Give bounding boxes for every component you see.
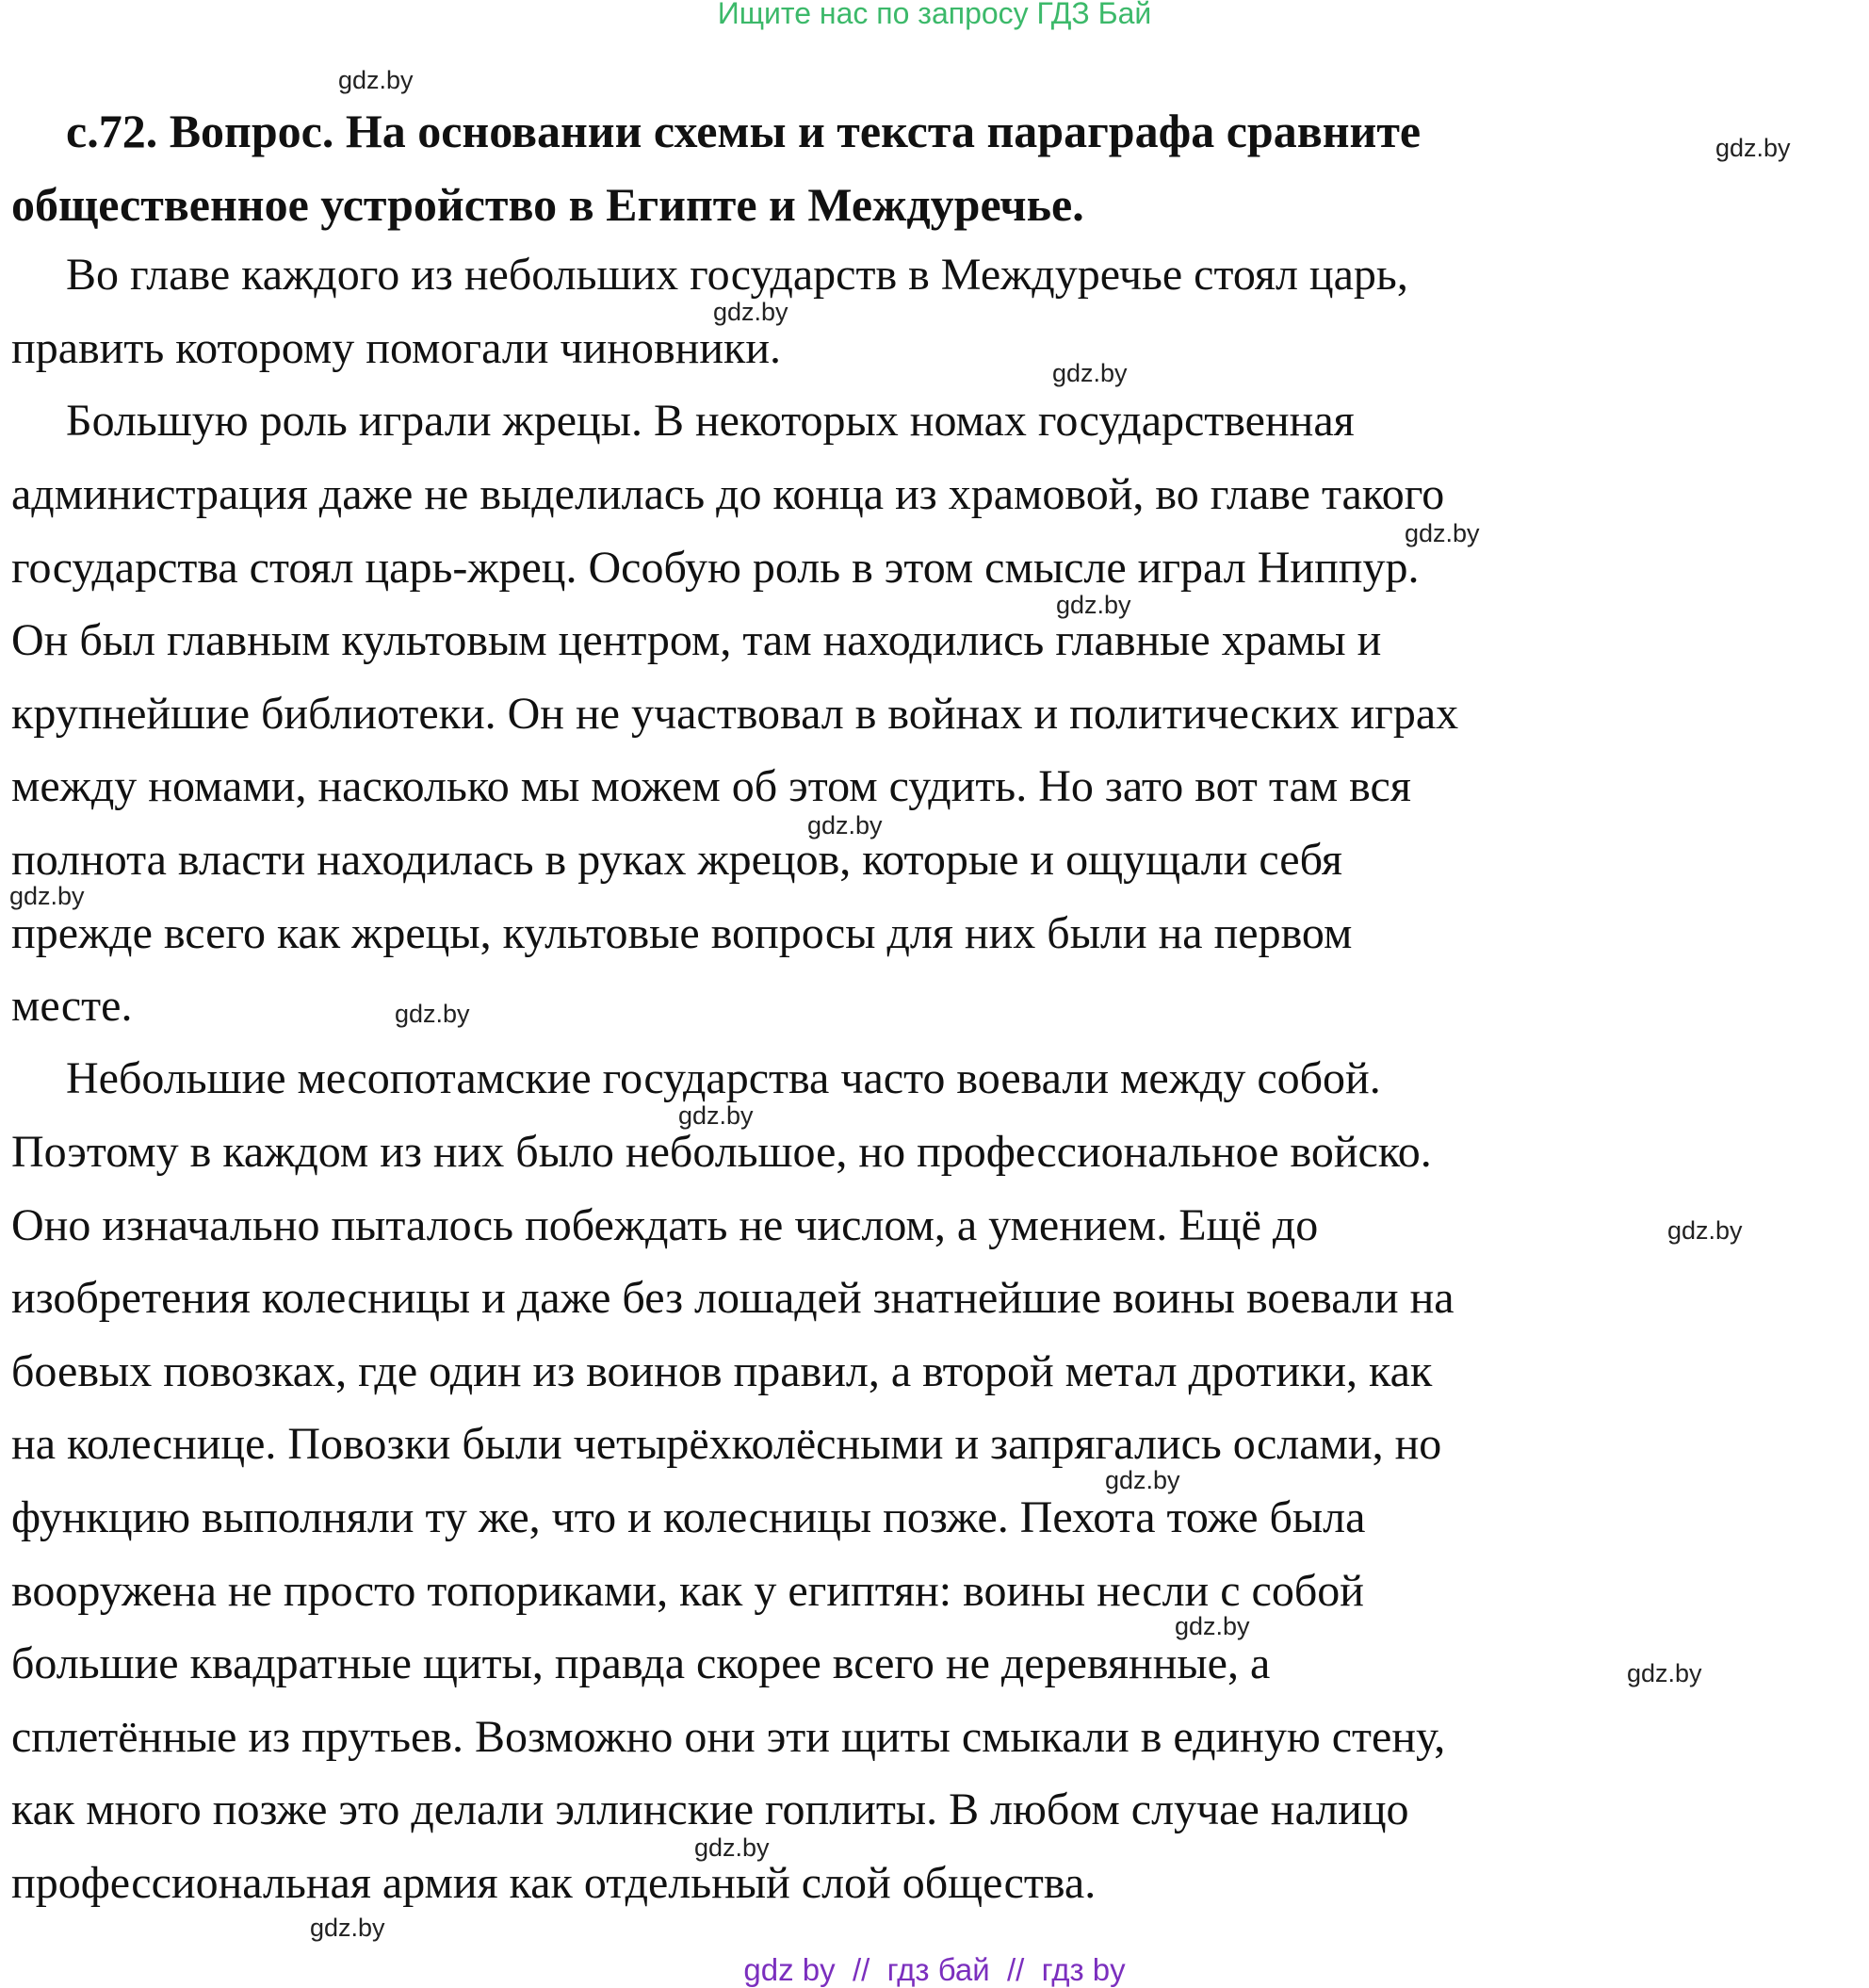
text-line: Он был главным культовым центром, там находились главные храмы и [11, 615, 1382, 665]
watermark: gdz.by [694, 1833, 770, 1862]
watermark: gdz.by [1052, 359, 1128, 387]
watermark: gdz.by [338, 66, 414, 94]
text-line: боевых повозках, где один из воинов правил, а второй метал дротики, как [11, 1346, 1433, 1396]
text-line: большие квадратные щиты, правда скорее всего не деревянные, а [11, 1638, 1271, 1688]
heading-line-1: с.72. Вопрос. На основании схемы и текста параграфа сравните [66, 105, 1422, 157]
top-banner: Ищите нас по запросу ГДЗ Бай [717, 0, 1152, 30]
watermark: gdz.by [1715, 134, 1791, 162]
watermark: gdz.by [310, 1914, 385, 1942]
watermark: gdz.by [678, 1101, 754, 1130]
text-line: месте. [11, 981, 133, 1031]
text-line: вооружена не просто топориками, как у египтян: воины несли с собой [11, 1566, 1364, 1616]
text-line: править которому помогали чиновники. [11, 323, 782, 373]
text-line: крупнейшие библиотеки. Он не участвовал в войнах и политических играх [11, 689, 1459, 739]
text-line: Во главе каждого из небольших государств в Междуречье стоял царь, [66, 250, 1408, 300]
text-line: между номами, насколько мы можем об этом судить. Но зато вот там вся [11, 761, 1411, 811]
watermark: gdz.by [1405, 519, 1480, 547]
text-line: изобретения колесницы и даже без лошадей знатнейшие воины воевали на [11, 1273, 1455, 1323]
watermark: gdz.by [1667, 1216, 1743, 1245]
footer-links: gdz by // гдз бай // гдз by [743, 1952, 1126, 1987]
text-line: Оно изначально пыталось побеждать не числом, а умением. Ещё до [11, 1200, 1319, 1250]
watermark: gdz.by [713, 298, 788, 326]
text-line: на колеснице. Повозки были четырёхколёсными и запрягались ослами, но [11, 1419, 1442, 1469]
watermark: gdz.by [1105, 1466, 1180, 1494]
text-line: прежде всего как жрецы, культовые вопросы для них были на первом [11, 908, 1353, 958]
text-line: Большую роль играли жрецы. В некоторых номах государственная [66, 396, 1355, 446]
text-line: администрация даже не выделилась до конца из храмовой, во главе такого [11, 469, 1445, 519]
text-line: как много позже это делали эллинские гоплиты. В любом случае налицо [11, 1784, 1409, 1834]
text-line: профессиональная армия как отдельный слой общества. [11, 1858, 1097, 1908]
text-line: Небольшие месопотамские государства часто воевали между собой. [66, 1053, 1381, 1103]
watermark: gdz.by [1627, 1659, 1702, 1687]
question-heading [11, 94, 1782, 241]
watermark: gdz.by [395, 1000, 470, 1028]
heading-line-2: общественное устройство в Египте и Междуречье. [11, 178, 1084, 231]
text-line: Поэтому в каждом из них было небольшое, но профессиональное войско. [11, 1127, 1432, 1177]
text-line: функцию выполняли ту же, что и колесницы позже. Пехота тоже была [11, 1492, 1366, 1542]
text-line: сплетённые из прутьев. Возможно они эти щиты смыкали в единую стену, [11, 1712, 1446, 1762]
watermark: gdz.by [1056, 591, 1131, 619]
text-line: полнота власти находилась в руках жрецов, которые и ощущали себя [11, 835, 1342, 885]
watermark: gdz.by [807, 811, 883, 839]
text-line: государства стоял царь-жрец. Особую роль в этом смысле играл Ниппур. [11, 543, 1420, 593]
watermark: gdz.by [1175, 1612, 1250, 1640]
watermark: gdz.by [9, 882, 85, 910]
